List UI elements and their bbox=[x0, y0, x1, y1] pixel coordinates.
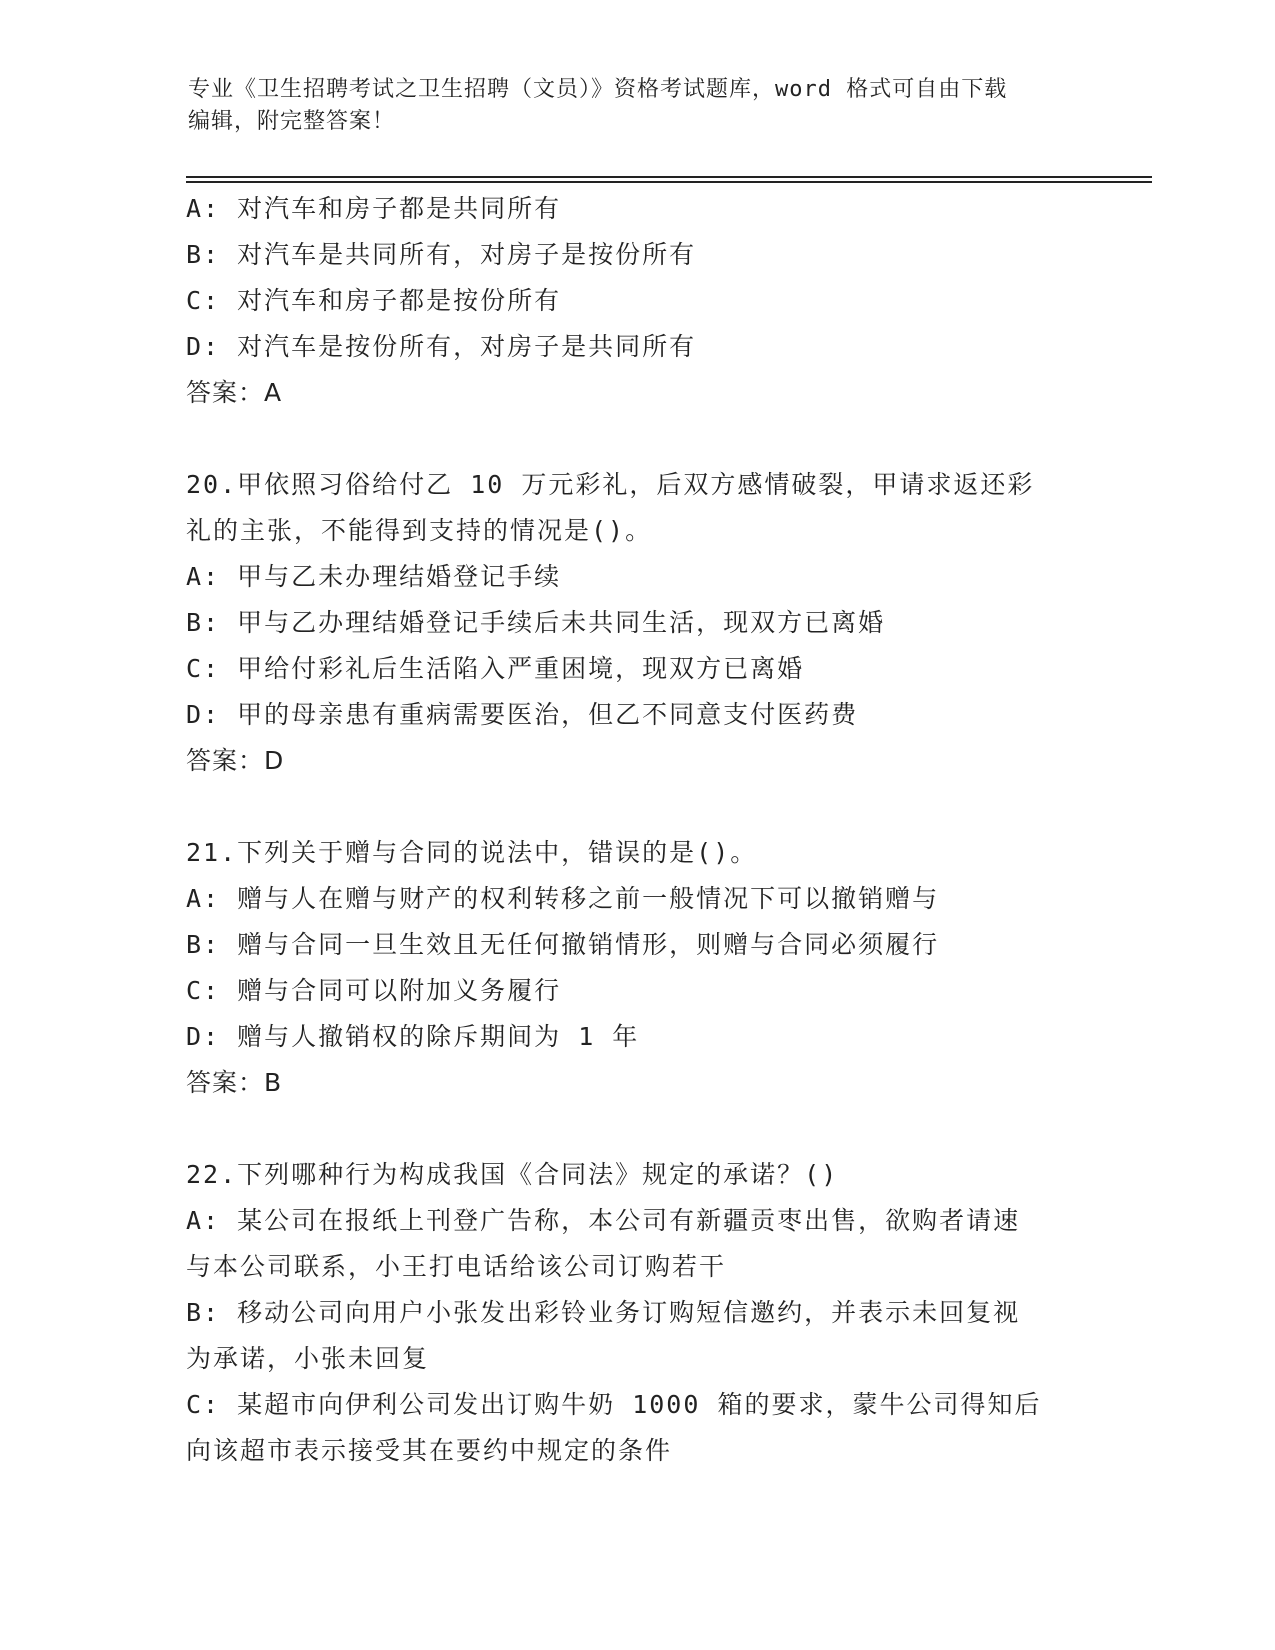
question-21-block bbox=[186, 830, 1086, 1106]
q19-option-d: D: 对汽车是按份所有，对房子是共同所有 bbox=[186, 332, 697, 361]
q20-stem-line-1: 20.甲依照习俗给付乙 10 万元彩礼，后双方感情破裂，甲请求返还彩 bbox=[186, 470, 1035, 499]
q22-option-c-line-1: C: 某超市向伊利公司发出订购牛奶 1000 箱的要求，蒙牛公司得知后 bbox=[186, 1390, 1042, 1419]
spacer bbox=[186, 784, 1086, 830]
q22-option-b-line-2: 为承诺，小张未回复 bbox=[186, 1344, 430, 1373]
q21-option-d: D: 赠与人撤销权的除斥期间为 1 年 bbox=[186, 1022, 640, 1051]
q20-option-a: A: 甲与乙未办理结婚登记手续 bbox=[186, 562, 562, 591]
q19-option-c: C: 对汽车和房子都是按份所有 bbox=[186, 286, 562, 315]
spacer bbox=[186, 1106, 1086, 1152]
q20-answer: 答案：D bbox=[186, 746, 285, 775]
q21-option-a: A: 赠与人在赠与财产的权利转移之前一般情况下可以撤销赠与 bbox=[186, 884, 940, 913]
document-header bbox=[188, 74, 1068, 138]
question-22-block bbox=[186, 1152, 1086, 1474]
q22-option-a-line-2: 与本公司联系，小王打电话给该公司订购若干 bbox=[186, 1252, 727, 1281]
header-divider-bottom bbox=[186, 181, 1152, 183]
question-20-block bbox=[186, 462, 1086, 784]
q22-stem-line-1: 22.下列哪种行为构成我国《合同法》规定的承诺？() bbox=[186, 1160, 839, 1189]
q21-option-b: B: 赠与合同一旦生效且无任何撤销情形，则赠与合同必须履行 bbox=[186, 930, 940, 959]
q20-stem-line-2: 礼的主张，不能得到支持的情况是()。 bbox=[186, 516, 653, 545]
header-line-2: 编辑，附完整答案！ bbox=[188, 109, 396, 134]
q20-option-c: C: 甲给付彩礼后生活陷入严重困境，现双方已离婚 bbox=[186, 654, 805, 683]
header-divider-top bbox=[186, 176, 1152, 178]
q20-option-b: B: 甲与乙办理结婚登记手续后未共同生活，现双方已离婚 bbox=[186, 608, 886, 637]
q19-option-a: A: 对汽车和房子都是共同所有 bbox=[186, 194, 562, 223]
q21-option-c: C: 赠与合同可以附加义务履行 bbox=[186, 976, 562, 1005]
spacer bbox=[186, 416, 1086, 462]
q21-answer: 答案：B bbox=[186, 1068, 283, 1097]
q19-option-b: B: 对汽车是共同所有，对房子是按份所有 bbox=[186, 240, 697, 269]
q22-option-a-line-1: A: 某公司在报纸上刊登广告称，本公司有新疆贡枣出售，欲购者请速 bbox=[186, 1206, 1021, 1235]
q22-option-b-line-1: B: 移动公司向用户小张发出彩铃业务订购短信邀约，并表示未回复视 bbox=[186, 1298, 1021, 1327]
question-content bbox=[186, 186, 1086, 1474]
q19-answer: 答案：A bbox=[186, 378, 283, 407]
question-19-block bbox=[186, 186, 1086, 416]
q22-option-c-line-2: 向该超市表示接受其在要约中规定的条件 bbox=[186, 1436, 673, 1465]
q20-option-d: D: 甲的母亲患有重病需要医治，但乙不同意支付医药费 bbox=[186, 700, 859, 729]
q21-stem-line-1: 21.下列关于赠与合同的说法中，错误的是()。 bbox=[186, 838, 758, 867]
header-line-1: 专业《卫生招聘考试之卫生招聘（文员）》资格考试题库，word 格式可自由下载 bbox=[188, 77, 1008, 102]
